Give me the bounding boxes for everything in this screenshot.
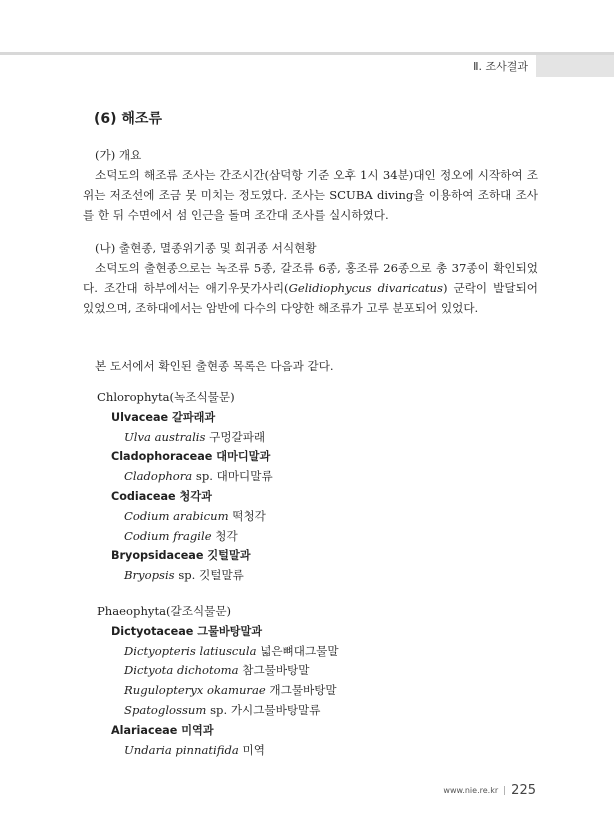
species-item: Codium arabicum 떡청각 (124, 508, 266, 523)
family-alariaceae: Alariaceae 미역과 (111, 723, 214, 737)
footer-separator: | (503, 785, 507, 796)
species-item: Rugulopteryx okamurae 개그물바탕말 (124, 683, 337, 698)
footer-url: www.nie.re.kr (443, 786, 499, 795)
list-intro: 본 도서에서 확인된 출현종 목록은 다음과 같다. (95, 359, 334, 373)
header-rule (0, 52, 614, 55)
status-paragraph (83, 258, 538, 318)
list-intro-block (83, 356, 538, 376)
phylum-phaeophyta: Phaeophyta(갈조식물문) (97, 603, 232, 618)
family-dictyotaceae: Dictyotaceae 그물바탕말과 (111, 624, 263, 638)
page-number: 225 (511, 783, 536, 798)
overview-paragraph: 소덕도의 해조류 조사는 간조시간(삼덕항 기준 오후 1시 34분)대인 정오에 시작하여 조위는 저조선에 조금 못 미치는 정도였다. 조사는 SCUBA diving을 이용하여 조하대 조사를 한 뒤 수면에서 섬 인근을 돌며 조간대 조사를 실시하였다. (83, 168, 538, 222)
list-gap (97, 586, 339, 602)
species-item: Ulva australis 구멍갈파래 (124, 429, 266, 444)
overview-block (83, 145, 538, 225)
family-codiaceae: Codiaceae 청각과 (111, 489, 212, 503)
status-text-1: 소덕도의 출현종으로는 녹조류 5종, 갈조류 6종, 홍조류 26종으로 총 37종이 확인되었다. 조간대 하부에서는 애기우뭇가사리( (83, 261, 538, 295)
species-item: Spatoglossum sp. 가시그물바탕말류 (124, 702, 321, 717)
overview-heading: (가) 개요 (95, 148, 142, 162)
page-footer (443, 780, 536, 799)
species-item: Bryopsis sp. 깃털말류 (124, 568, 244, 583)
section-title: (6) 해조류 (94, 111, 162, 127)
chapter-tab (536, 55, 614, 77)
species-item: Undaria pinnatifida 미역 (124, 742, 265, 757)
species-list (97, 388, 339, 760)
phylum-chlorophyta: Chlorophyta(녹조식물문) (97, 390, 235, 404)
status-sci-name: Gelidiophycus divaricatus (288, 281, 443, 295)
species-item: Codium fragile 청각 (124, 528, 238, 543)
status-text-2: ) 군락이 발달되어 있었으며, 조하대에서는 암반에 다수의 다양한 해조류가 고루 분포되어 있었다. (83, 281, 538, 315)
chapter-title: Ⅱ. 조사결과 (473, 60, 528, 73)
species-item: Dictyota dichotoma 참그물바탕말 (124, 663, 310, 678)
species-item: Dictyopteris latiuscula 넓은뼈대그물말 (124, 643, 339, 658)
family-cladophoraceae: Cladophoraceae 대마디말과 (111, 450, 271, 464)
status-heading: (나) 출현종, 멸종위기종 및 희귀종 서식현황 (95, 241, 317, 255)
family-ulvaceae: Ulvaceae 갈파래과 (111, 410, 216, 424)
species-item: Cladophora sp. 대마디말류 (124, 469, 273, 484)
family-bryopsidaceae: Bryopsidaceae 깃털말과 (111, 549, 251, 563)
status-block (83, 238, 538, 318)
